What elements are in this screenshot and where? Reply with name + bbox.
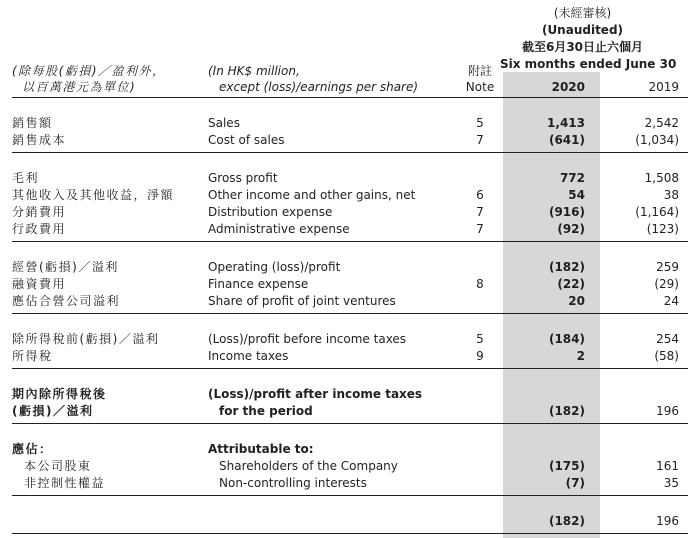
note-header-en: Note <box>465 80 495 94</box>
note-header-zh: 附註 <box>467 64 492 78</box>
unit-zh-line2: 以百萬港元為單位) <box>22 80 137 94</box>
attributable-zh: 應佔： <box>12 442 53 456</box>
rule-after-administrative <box>12 241 688 242</box>
unaudited-en: (Unaudited) <box>541 23 624 37</box>
period-zh: 截至6月30日止六個月 <box>521 40 644 54</box>
unit-en-line1: (In HK$ million, <box>208 64 300 78</box>
period-en: Six months ended June 30 <box>500 57 677 71</box>
rule-after-period-result <box>12 423 688 424</box>
year-2019-header: 2019 <box>648 80 679 94</box>
header-rule <box>12 97 688 98</box>
unaudited-zh: (未經審核) <box>553 6 612 20</box>
rule-before-total <box>12 495 688 496</box>
unit-en-line2: except (loss)/earnings per share) <box>219 80 419 94</box>
year-2020-header: 2020 <box>551 80 585 94</box>
unit-zh-line1: (除每股(虧損)／盈利外， <box>12 64 166 78</box>
rule-after-jv <box>12 313 688 314</box>
rule-total-bottom <box>12 533 688 534</box>
rule-after-income-taxes <box>12 368 688 369</box>
attributable-en: Attributable to: <box>208 442 314 456</box>
rule-after-cost-of-sales <box>12 152 688 153</box>
